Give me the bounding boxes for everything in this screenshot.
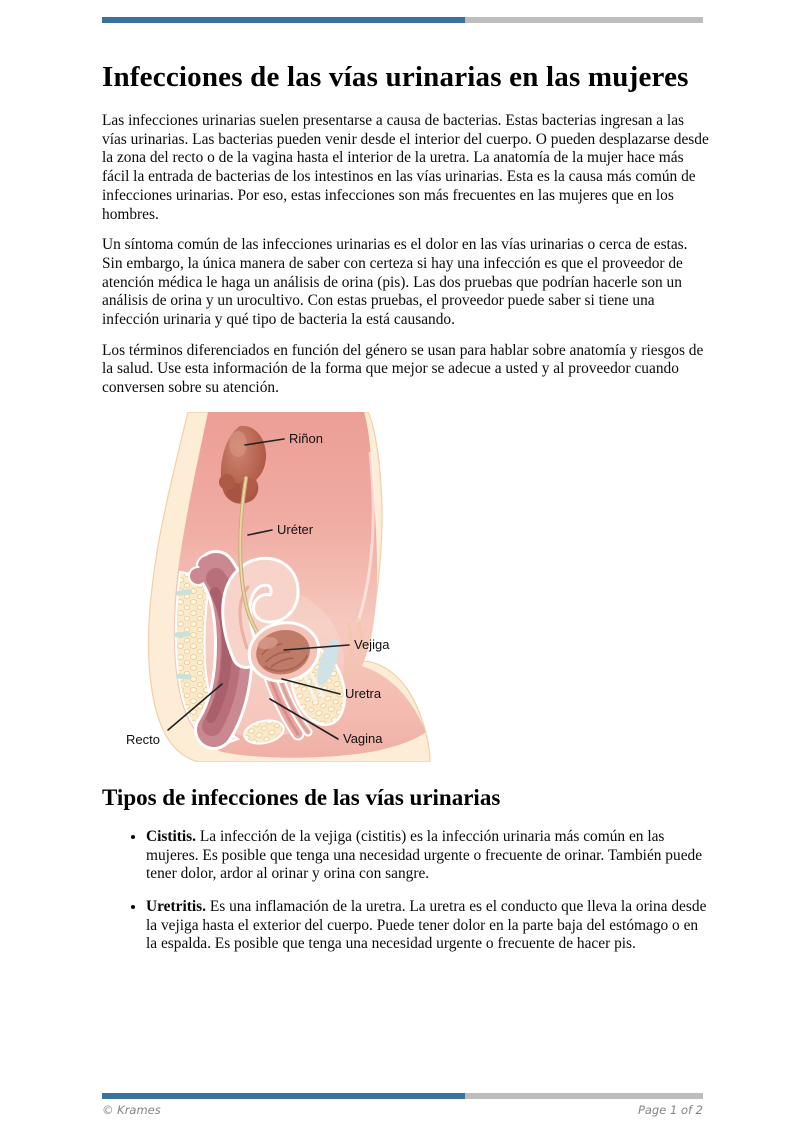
bullet-text-cystitis: La infección de la vejiga (cistitis) es la infección urinaria más común en las mujeres. Es posible que tenga una necesidad urgente o frecuente de orinar. También puede tener dolor, ardor al orinar y orina con sangre. bbox=[146, 827, 703, 883]
vagina-label: Vagina bbox=[343, 730, 383, 746]
page-footer bbox=[102, 1093, 703, 1117]
bladder-label: Vejiga bbox=[354, 636, 390, 652]
anatomy-illustration bbox=[112, 412, 432, 762]
list-item-cystitis bbox=[146, 828, 710, 884]
footer-rule bbox=[102, 1093, 703, 1099]
footer-rule-blue-segment bbox=[102, 1093, 465, 1099]
section-heading: Tipos de infecciones de las vías urinarias bbox=[102, 784, 501, 810]
footer-copyright: © Krames bbox=[102, 1103, 161, 1117]
urethra-label: Uretra bbox=[345, 685, 382, 701]
bullet-term-cystitis: Cistitis. bbox=[146, 827, 197, 845]
intro-paragraph-3: Los términos diferenciados en función del género se usan para hablar sobre anatomía y riesgos de la salud. Use esta información de la forma que mejor se adecue a usted y al proveedor cuando conversen sobre su atención. bbox=[102, 341, 704, 397]
bullet-text-urethritis: Es una inflamación de la uretra. La uretra es el conducto que lleva la orina desde la vejiga hasta el exterior del cuerpo. Puede tener dolor en la parte baja del estómago o en la espalda. Es posible que tenga una necesidad urgente o frecuente de hacer pis. bbox=[146, 897, 707, 953]
ureter-label: Uréter bbox=[277, 521, 314, 537]
intro-paragraph-1: Las infecciones urinarias suelen presentarse a causa de bacterias. Estas bacterias ingresan a las vías urinarias. Las bacterias pueden venir desde el interior del cuerpo. O pueden desplazarse desde la zona del recto o de la vagina hasta el interior de la uretra. La anatomía de la mujer hace más fácil la entrada de bacterias de los intestinos en las vías urinarias. Esta es la causa más común de infecciones urinarias. Por eso, estas infecciones son más frecuentes en las mujeres que en los hombres. bbox=[102, 112, 709, 223]
list-item-urethritis bbox=[146, 898, 710, 954]
rectum-label: Recto bbox=[126, 731, 160, 747]
bullet-term-urethritis: Uretritis. bbox=[146, 897, 206, 915]
infection-types-list bbox=[102, 828, 710, 954]
page-title: Infecciones de las vías urinarias en las mujeres bbox=[102, 61, 689, 93]
anatomy-figure bbox=[112, 412, 432, 762]
intro-paragraph-2: Un síntoma común de las infecciones urinarias es el dolor en las vías urinarias o cerca de estas. Sin embargo, la única manera de saber con certeza si hay una infección es que el proveedor de atención médica le haga un análisis de orina (pis). Las dos pruebas que podrían hacerle son un análisis de orina y un urocultivo. Con estas pruebas, el proveedor puede saber si tiene una infección urinaria y qué tipo de bacteria la está causando. bbox=[102, 236, 688, 329]
kidney-label: Riñon bbox=[289, 430, 323, 446]
footer-text-row bbox=[102, 1103, 703, 1117]
document-content bbox=[102, 23, 710, 968]
footer-page-indicator: Page 1 of 2 bbox=[637, 1103, 703, 1117]
footer-rule-gray-segment bbox=[465, 1093, 703, 1099]
